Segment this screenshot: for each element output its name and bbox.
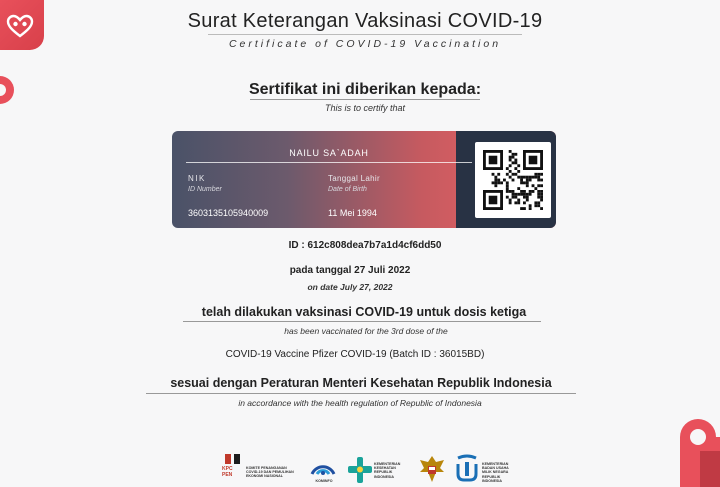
certificate-id: ID : 612c808dea7b7a1d4cf6dd50 [288,240,442,251]
vaccination-date: pada tanggal 27 Juli 2022 [289,265,411,276]
vaccination-statement-english: has been vaccinated for the 3rd dose of the [284,326,448,336]
kominfo-caption: KOMINFO [315,479,333,483]
nik-label: NIK [188,174,206,183]
kpcpen-logo [222,452,294,487]
vaccination-statement: telah dilakukan vaksinasi COVID-19 untuk dosis ketiga [201,305,527,319]
bumn-logo [454,452,518,487]
kpcpen-caption: KOMITE PENANGANAN COVID-19 DAN PEMULIHAN EKONOMI NASIONAL [246,466,294,479]
dob-label: Tanggal Lahir [328,174,380,183]
kemenkes-caption: KEMENTERIAN KESEHATAN REPUBLIK INDONESIA [374,462,401,479]
kominfo-logo [306,452,342,487]
bumn-caption: KEMENTERIAN BADAN USAHA MILIK NEGARA REPUBLIK INDONESIA [482,462,509,483]
dob-sublabel: Date of Birth [328,186,367,193]
vaccination-date-english: on date July 27, 2022 [307,282,393,292]
header-divider [208,34,522,35]
nik-value: 3603135105940009 [188,208,269,218]
qr-code-box[interactable] [475,142,551,218]
holder-name-underline [186,162,472,163]
decorative-corner-shapes [668,407,720,487]
regulation-underline [146,393,576,394]
kpcpen-mark: KPC PEN [222,466,233,478]
qr-code-icon [475,142,551,218]
certificate-title: Surat Keterangan Vaksinasi COVID-19 [187,10,543,32]
given-to-subtitle: This is to certify that [324,103,406,113]
vaccine-name: COVID-19 Vaccine Pfizer COVID-19 (Batch ID : 36015BD) [225,349,485,360]
vaccination-underline [183,321,541,322]
garuda-emblem [418,452,448,487]
nik-sublabel: ID Number [188,186,222,193]
kemenkes-logo [348,452,412,487]
holder-name: NAILU SA`ADAH [289,148,369,158]
regulation-statement-english: in accordance with the health regulation of Republic of Indonesia [238,398,482,408]
given-to-underline [250,99,480,100]
holder-card [172,131,556,228]
regulation-statement: sesuai dengan Peraturan Menteri Kesehatan Republik Indonesia [170,376,552,390]
dob-value: 11 Mei 1994 [328,208,377,218]
certificate-subtitle: Certificate of COVID-19 Vaccination [228,38,502,50]
given-to-heading: Sertifikat ini diberikan kepada: [248,81,482,98]
